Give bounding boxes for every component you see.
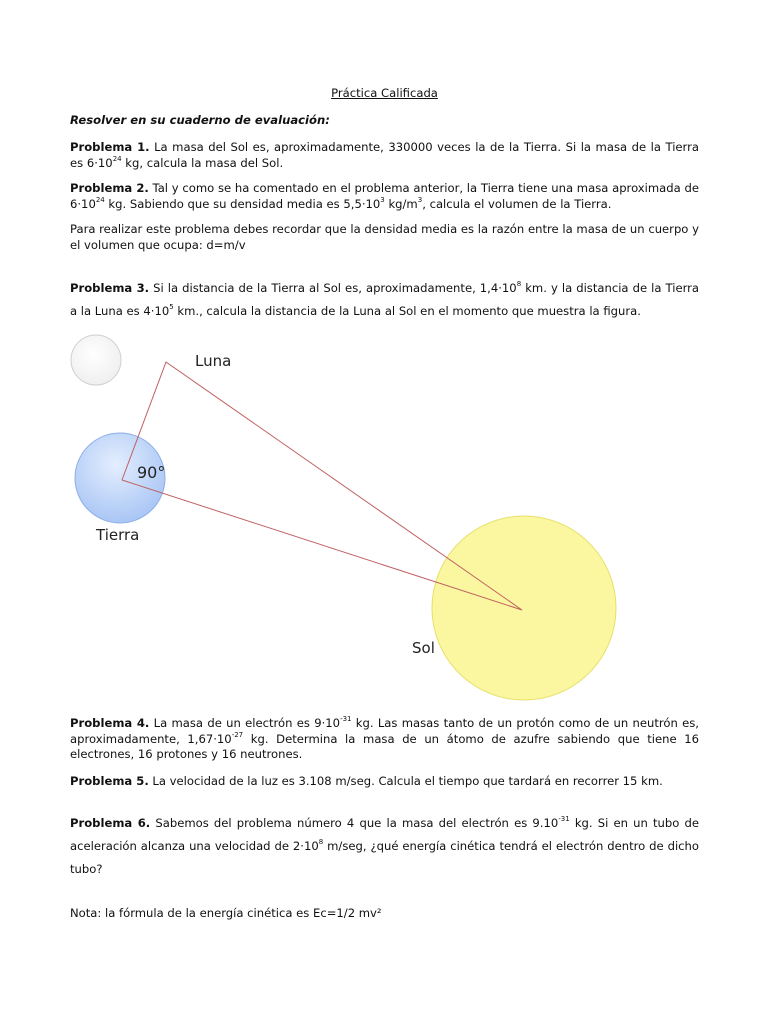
problem-6-exp-a: -31 (558, 815, 570, 824)
problem-2-label: Problema 2. (70, 181, 149, 195)
document-title: Práctica Calificada (331, 86, 438, 100)
problem-6 (70, 812, 699, 881)
problem-1-text-b: kg, calcula la masa del Sol. (121, 155, 284, 170)
problem-5-text: La velocidad de la luz es 3.108 m/seg. Calcula el tiempo que tardará en recorrer 15 km. (148, 774, 663, 788)
problem-4-label: Problema 4. (70, 716, 150, 730)
problem-6-text-a: Sabemos del problema número 4 que la masa del electrón es 9.10 (150, 816, 559, 830)
problem-1-text-a: La masa del Sol es, aproximadamente, 330000 veces la de la Tierra. Si la masa de la Tierra es 6·10 (70, 140, 699, 170)
problem-3-label: Problema 3. (70, 281, 150, 295)
problem-4-exp-a: -31 (340, 715, 352, 724)
problem-2-text-a: Tal y como se ha comentado en el problema anterior, la Tierra tiene una masa aproximada de 6·10 (70, 181, 699, 211)
problem-6-label: Problema 6. (70, 816, 151, 830)
problem-6-text-b: kg. Si en un tubo de aceleración alcanza una velocidad de 2·10 (70, 816, 700, 853)
problem-5-label: Problema 5. (70, 774, 149, 788)
problem-4-text-b: kg. Las masas tanto de un protón como de un neutrón es, aproximadamente, 1,67·10 (70, 716, 699, 746)
sun-circle (432, 516, 616, 700)
problem-1 (70, 140, 699, 171)
density-note: Para realizar este problema debes recordar que la densidad media es la razón entre la masa de un cuerpo y el volumen que ocupa: d=m/v (70, 222, 699, 252)
problem-1-label: Problema 1. (70, 140, 150, 154)
moon-circle (71, 335, 121, 385)
kinetic-energy-note: Nota: la fórmula de la energía cinética es Ec=1/2 mv² (70, 906, 382, 920)
problem-4-text-c: kg. Determina la masa de un átomo de azufre sabiendo que tiene 16 electrones, 16 protones y 16 neutrones. (70, 731, 699, 761)
problem-1-exp: 24 (112, 154, 122, 163)
problem-2-exp-c: 3 (417, 195, 423, 204)
problem-2 (70, 181, 699, 212)
problem-3-text-b: km. y la distancia de la Tierra a la Luna es 4·10 (70, 281, 700, 318)
problem-6-text-c: m/seg, ¿qué energía cinética tendrá el electrón dentro de dicho tubo? (70, 839, 699, 876)
problem-3-text-c: km., calcula la distancia de la Luna al Sol en el momento que muestra la figura. (173, 304, 641, 318)
problem-4-text-a: La masa de un electrón es 9·10 (149, 716, 341, 730)
moon-label: Luna (195, 352, 232, 370)
problem-2-text-c: kg/m (384, 196, 418, 211)
instruction-heading: Resolver en su cuaderno de evaluación: (70, 113, 330, 127)
problem-4 (70, 716, 699, 763)
problem-3-text-a: Si la distancia de la Tierra al Sol es, aproximadamente, 1,4·10 (149, 281, 517, 295)
problem-2-exp-b: 3 (380, 195, 385, 204)
earth-label: Tierra (96, 526, 140, 544)
problem-5 (70, 774, 699, 790)
problem-3 (70, 277, 699, 323)
problem-2-exp-a: 24 (95, 195, 105, 204)
problem-3-exp-a: 8 (516, 280, 522, 289)
problem-2-text-d: , calcula el volumen de la Tierra. (422, 196, 612, 211)
problem-6-exp-b: 8 (318, 838, 324, 847)
problem-2-text-b: kg. Sabiendo que su densidad media es 5,5·10 (104, 196, 381, 211)
earth-moon-sun-figure (70, 326, 700, 712)
sun-label: Sol (412, 639, 435, 657)
right-angle-label: 90° (137, 463, 166, 482)
problem-4-exp-b: -27 (231, 730, 244, 739)
problem-3-exp-b: 5 (169, 303, 174, 312)
